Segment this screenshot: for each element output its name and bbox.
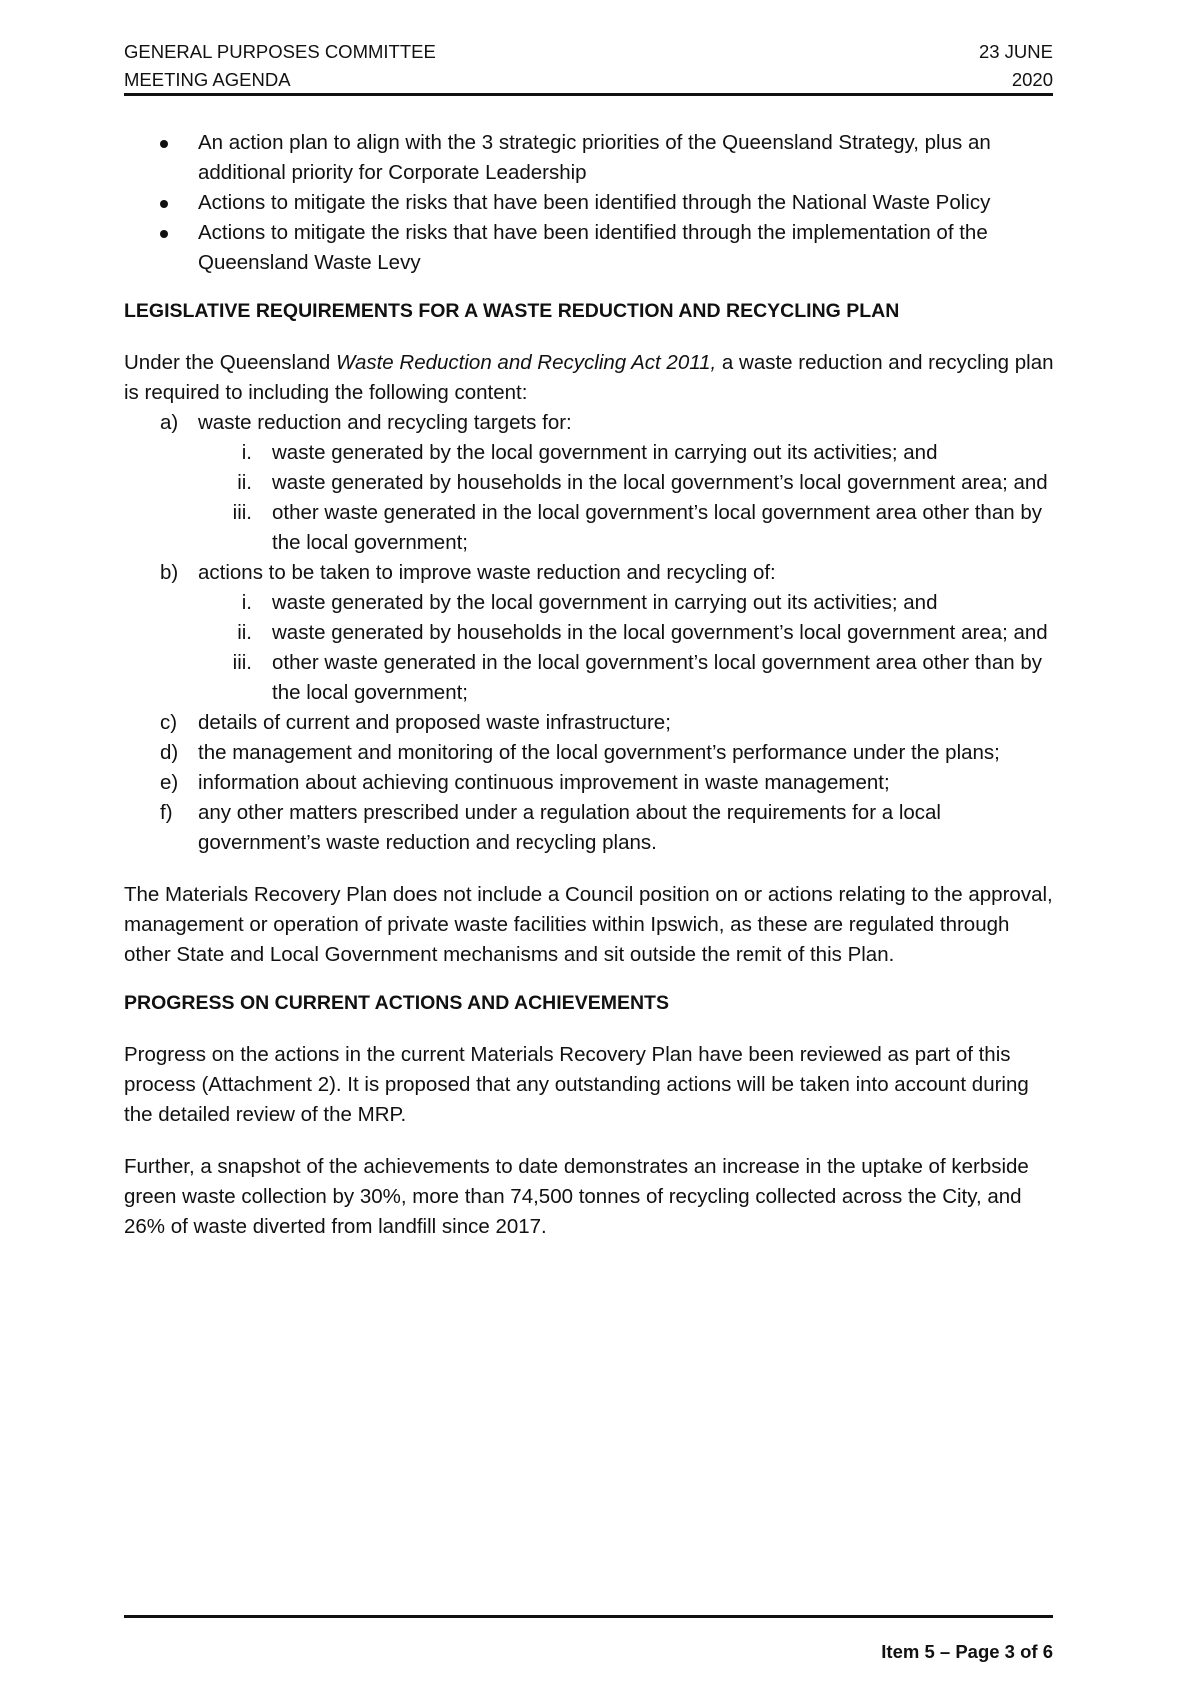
meeting-year: 2020 (1011, 69, 1053, 90)
list-marker: f) (160, 801, 173, 824)
sub-list (198, 588, 1059, 708)
requirements-list (124, 408, 1059, 858)
sub-list (198, 438, 1059, 558)
list-item: f) any other matters prescribed under a regulation about the requirements for a local government’s waste reduction and recycling plans. (124, 798, 1059, 858)
list-marker: iii. (232, 651, 252, 674)
header-divider (124, 93, 1053, 96)
list-item: iii. other waste generated in the local government’s local government area other than by the local government; (198, 498, 1059, 558)
meeting-date: 23 JUNE (978, 41, 1053, 62)
header-right (979, 38, 1053, 94)
list-item: b) actions to be taken to improve waste reduction and recycling of: i. waste generated by the local government in carrying out its activities; and ii. waste generated by households in the local government’s local government area; and iii. other waste generated in the local government’s local government area other than by the local government; (124, 558, 1059, 708)
list-item: a) waste reduction and recycling targets for: i. waste generated by the local government in carrying out its activities; and ii. waste generated by households in the local government’s local government area; and iii. other waste generated in the local government’s local government area other than by the local government; (124, 408, 1059, 558)
list-item: i. waste generated by the local government in carrying out its activities; and (198, 438, 1059, 468)
list-marker: iii. (232, 501, 252, 524)
list-item: e) information about achieving continuous improvement in waste management; (124, 768, 1059, 798)
list-marker: a) (160, 411, 179, 434)
achievements-paragraph: Further, a snapshot of the achievements to date demonstrates an increase in the uptake of kerbside green waste collection by 30%, more than 74,500 tonnes of recycling collected across the City, and 26% of waste diverted from landfill since 2017. (124, 1155, 1029, 1238)
section-heading-legislative: LEGISLATIVE REQUIREMENTS FOR A WASTE REDUCTION AND RECYCLING PLAN (124, 300, 900, 322)
list-marker: ii. (237, 621, 252, 644)
page-content (124, 128, 1059, 1242)
legislative-intro: Under the Queensland Waste Reduction and Recycling Act 2011, a waste reduction and recycling plan is required to including the following content: (124, 351, 1054, 404)
header-left (124, 38, 436, 94)
committee-name: GENERAL PURPOSES COMMITTEE (124, 41, 436, 62)
list-item: An action plan to align with the 3 strategic priorities of the Queensland Strategy, plus an additional priority for Corporate Leadership (124, 128, 1059, 188)
legislative-closing: The Materials Recovery Plan does not include a Council position on or actions relating to the approval, management or operation of private waste facilities within Ipswich, as these are regulated through other State and Local Government mechanisms and sit outside the remit of this Plan. (124, 883, 1053, 966)
footer-divider (124, 1615, 1053, 1618)
list-item: ii. waste generated by households in the local government’s local government area; and (198, 468, 1059, 498)
list-marker: e) (160, 771, 179, 794)
list-item: ii. waste generated by households in the local government’s local government area; and (198, 618, 1059, 648)
list-item: Actions to mitigate the risks that have been identified through the National Waste Policy (124, 188, 1059, 218)
list-marker: b) (160, 561, 179, 584)
bullet-list (124, 128, 1059, 278)
act-title: Waste Reduction and Recycling Act 2011, (335, 351, 717, 374)
bullet-icon (160, 140, 168, 148)
list-item: iii. other waste generated in the local government’s local government area other than by the local government; (198, 648, 1059, 708)
list-item: d) the management and monitoring of the local government’s performance under the plans; (124, 738, 1059, 768)
list-marker: d) (160, 741, 179, 764)
list-marker: i. (241, 591, 252, 614)
bullet-icon (160, 230, 168, 238)
list-item: c) details of current and proposed waste infrastructure; (124, 708, 1059, 738)
meeting-type: MEETING AGENDA (124, 69, 291, 90)
list-marker: ii. (237, 471, 252, 494)
progress-paragraph: Progress on the actions in the current Materials Recovery Plan have been reviewed as part of this process (Attachment 2). It is proposed that any outstanding actions will be taken into account during the detailed review of the MRP. (124, 1043, 1029, 1126)
list-item: Actions to mitigate the risks that have been identified through the implementation of the Queensland Waste Levy (124, 218, 1059, 278)
list-item: i. waste generated by the local government in carrying out its activities; and (198, 588, 1059, 618)
section-heading-progress: PROGRESS ON CURRENT ACTIONS AND ACHIEVEMENTS (124, 992, 669, 1014)
list-marker: c) (160, 711, 178, 734)
list-marker: i. (241, 441, 252, 464)
bullet-icon (160, 200, 168, 208)
page-number: Item 5 – Page 3 of 6 (881, 1641, 1053, 1662)
